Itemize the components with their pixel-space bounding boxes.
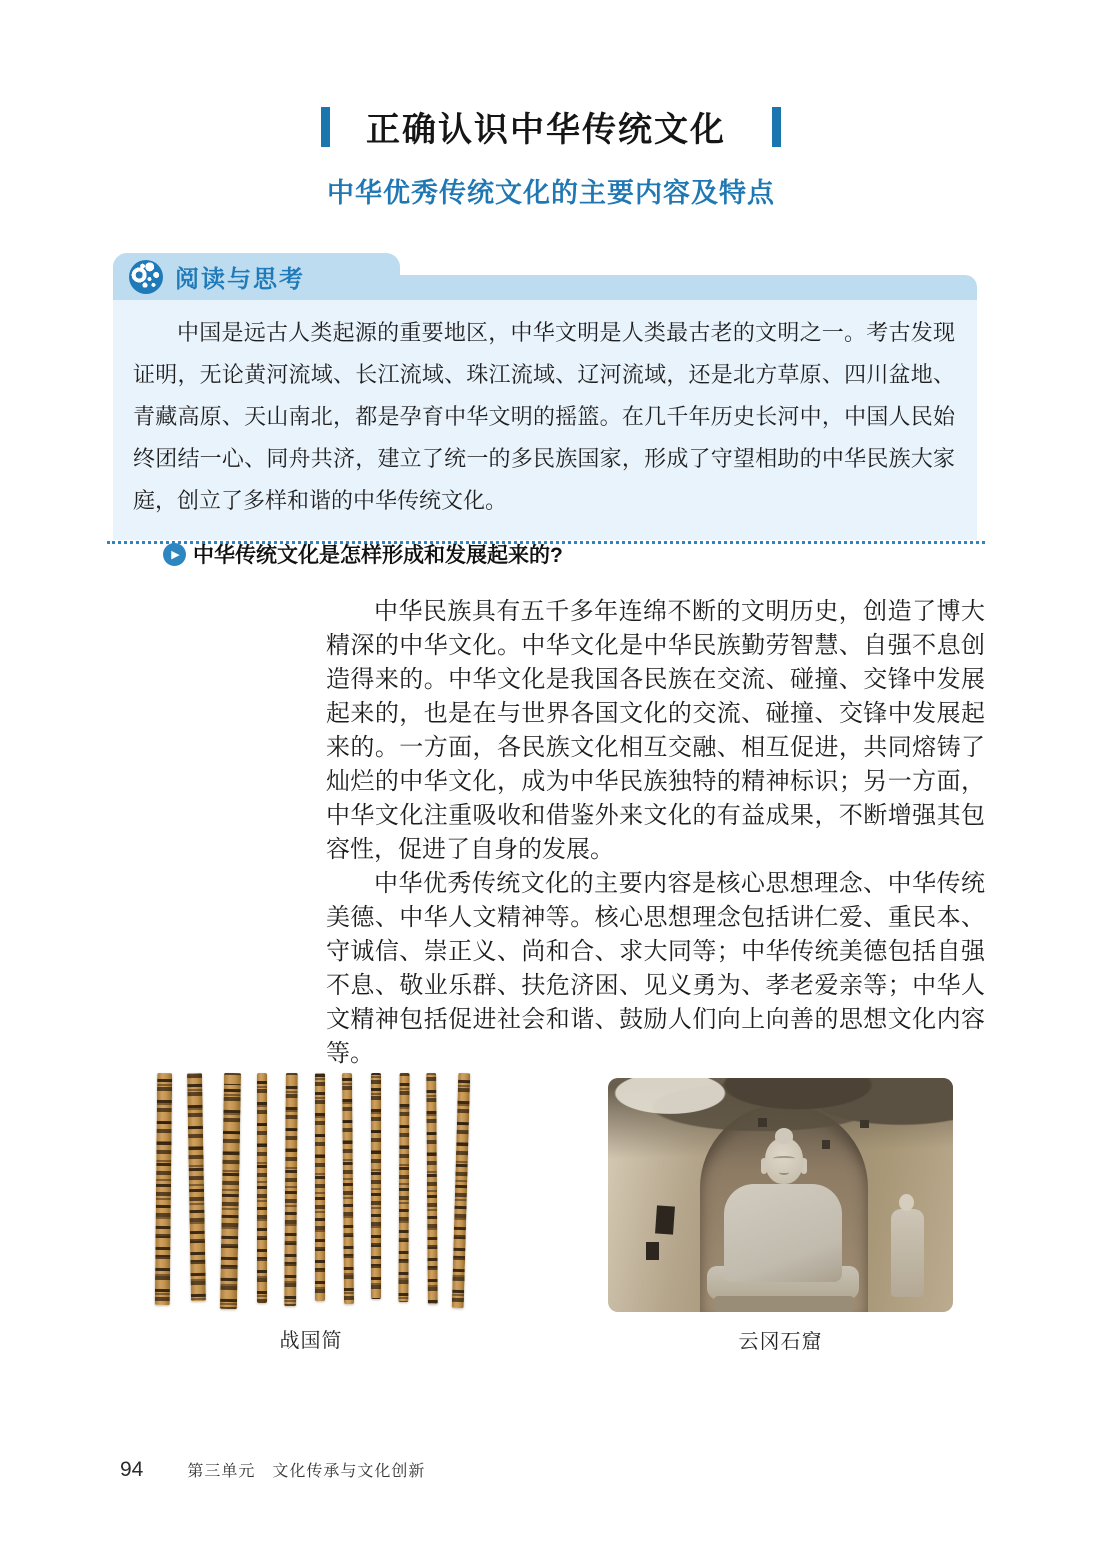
- figure-caption-yungang: 云冈石窟: [738, 1331, 823, 1353]
- panel-paragraph: 中国是远古人类起源的重要地区，中华文明是人类最古老的文明之一。考古发现证明，无论黄河流域、长江流域、珠江流域、辽河流域，还是北方草原、四川盆地、青藏高原、天山南北，都是孕育中华文明的摇篮。在几千年历史长河中，中国人民始终团结一心、同舟共济，建立了统一的多民族国家，形成了守望相助的中华民族大家庭，创立了多样和谐的中华传统文化。: [133, 320, 955, 513]
- main-text: [326, 595, 985, 1071]
- dotted-divider: [107, 541, 985, 544]
- bamboo-slip: [187, 1073, 206, 1301]
- buddha-head: [765, 1138, 803, 1184]
- buddha-mouth: [779, 1170, 789, 1175]
- bamboo-slip: [371, 1073, 381, 1299]
- bamboo-slip: [154, 1073, 171, 1305]
- grotto-hole: [655, 1205, 675, 1234]
- body-paragraph-2: 中华优秀传统文化的主要内容是核心思想理念、中华传统美德、中华人文精神等。核心思想理念包括讲仁爱、重民本、守诚信、崇正义、尚和合、求大同等；中华传统美德包括自强不息、敬业乐群、扶危济困、见义勇为、孝老爱亲等；中华人文精神包括促进社会和谐、鼓励人们向上向善的思想文化内容等。: [326, 871, 985, 1067]
- reading-sphere-icon: [129, 260, 163, 294]
- bamboo-slip: [219, 1073, 240, 1309]
- question-text: 中华传统文化是怎样形成和发展起来的?: [193, 544, 563, 567]
- buddha-body: [724, 1184, 842, 1282]
- title-accent-bar-left: [321, 107, 330, 147]
- panel-body: [113, 300, 977, 567]
- figure-bamboo-slips: [150, 1073, 472, 1353]
- footer-unit-title: 第三单元 文化传承与文化创新: [187, 1463, 426, 1480]
- attendant-statue-head: [899, 1194, 914, 1211]
- title-row: [0, 102, 1102, 151]
- buddha-topknot: [775, 1128, 793, 1144]
- bamboo-slip: [315, 1073, 325, 1301]
- grotto-hole: [646, 1242, 659, 1260]
- bamboo-slip: [451, 1073, 470, 1308]
- title-accent-bar-right: [772, 107, 781, 147]
- page-footer: [120, 1458, 425, 1482]
- bamboo-slip: [398, 1073, 409, 1302]
- bamboo-slip: [341, 1073, 353, 1304]
- bamboo-slip: [257, 1073, 267, 1303]
- body-paragraph-1: 中华民族具有五千多年连绵不断的文明历史，创造了博大精深的中华文化。中华文化是中华民族勤劳智慧、自强不息创造得来的。中华文化是我国各民族在交流、碰撞、交锋中发展起来的，也是在与世界各国文化的交流、碰撞、交锋中发展起来的。一方面，各民族文化相互交融、相互促进，共同熔铸了灿烂的中华文化，成为中华民族独特的精神标识；另一方面，中华文化注重吸收和借鉴外来文化的有益成果，不断增强其包容性，促进了自身的发展。: [326, 599, 985, 863]
- yungang-photo: [608, 1078, 953, 1312]
- grotto-hole: [860, 1120, 869, 1128]
- page-number: 94: [120, 1458, 144, 1481]
- reading-thinking-panel: [113, 253, 977, 567]
- attendant-statue-body: [891, 1209, 924, 1297]
- panel-title: 阅读与思考: [175, 266, 305, 293]
- panel-header-band: [393, 275, 977, 300]
- page-title: 正确认识中华传统文化: [366, 111, 726, 149]
- bamboo-slip: [426, 1073, 438, 1304]
- grotto-hole: [758, 1118, 767, 1127]
- page-subtitle: 中华优秀传统文化的主要内容及特点: [327, 178, 775, 208]
- panel-header-tab: [113, 253, 400, 300]
- figure-yungang: [608, 1078, 953, 1354]
- grotto-hole: [822, 1140, 830, 1149]
- buddha-eyes: [773, 1156, 795, 1161]
- arrow-bullet-icon: ▶: [163, 543, 186, 566]
- bamboo-slip: [284, 1073, 298, 1306]
- figure-caption-bamboo: 战国简: [279, 1330, 343, 1352]
- bamboo-slips-image: [150, 1073, 472, 1311]
- buddha-pedestal: [714, 1296, 854, 1312]
